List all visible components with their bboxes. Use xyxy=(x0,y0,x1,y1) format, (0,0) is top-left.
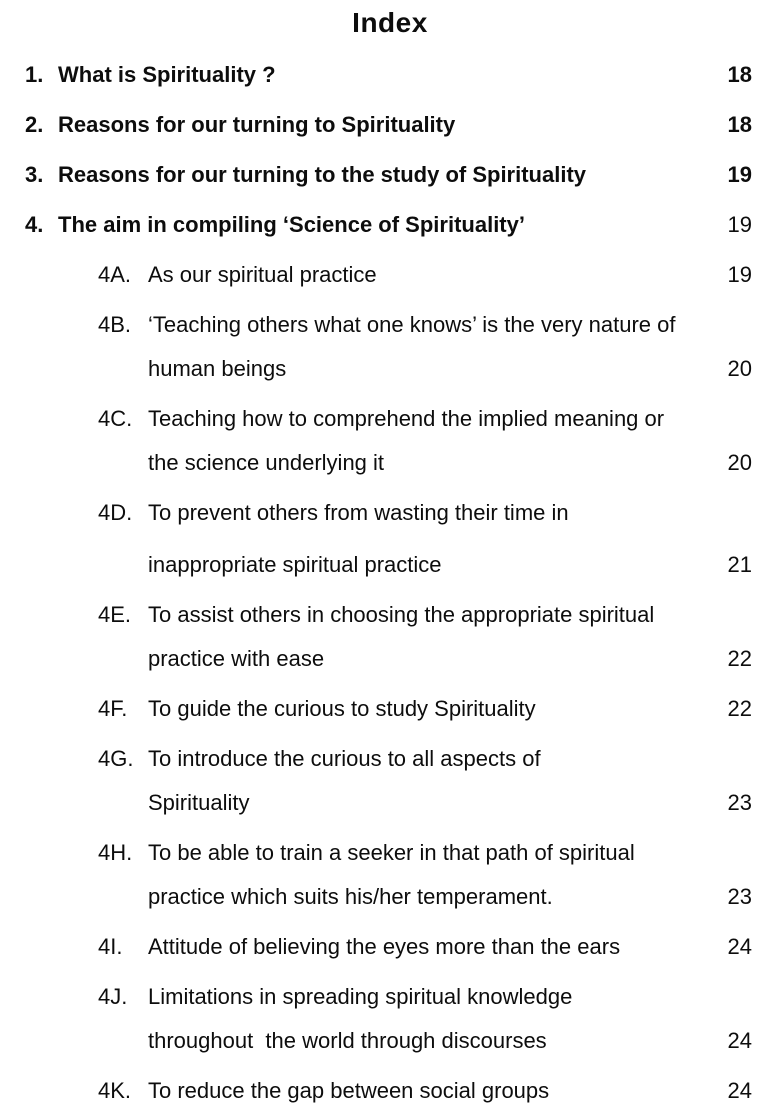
toc-entry-4f xyxy=(0,696,752,722)
entry-line: The aim in compiling ‘Science of Spirituality’ xyxy=(58,212,525,237)
entry-line: As our spiritual practice xyxy=(148,262,377,287)
entry-page-number: 22 xyxy=(727,696,752,721)
entry-page-number: 18 xyxy=(727,112,752,137)
entry-text xyxy=(148,500,702,578)
entry-number: 4A. xyxy=(98,262,132,287)
entry-page-number: 19 xyxy=(727,262,752,287)
toc-entry-4a xyxy=(0,262,752,288)
entry-number: 2. xyxy=(25,112,44,137)
entry-text xyxy=(148,262,702,288)
entry-number: 1. xyxy=(25,62,44,87)
entry-line: Limitations in spreading spiritual knowledge xyxy=(148,984,573,1009)
entry-line: To introduce the curious to all aspects of xyxy=(148,746,541,771)
entry-text xyxy=(58,212,702,238)
entry-text xyxy=(58,162,702,188)
toc-entry-1 xyxy=(0,62,752,88)
entry-line: Attitude of believing the eyes more than the ears xyxy=(148,934,621,959)
entry-number: 4K. xyxy=(98,1078,132,1103)
entry-text xyxy=(58,62,702,88)
entry-number: 4. xyxy=(25,212,44,237)
entry-line: Reasons for our turning to the study of Spirituality xyxy=(58,162,587,187)
entry-text xyxy=(58,112,702,138)
toc-entry-4g xyxy=(0,746,752,816)
entry-line: practice with ease xyxy=(148,646,325,671)
entry-line: Spirituality xyxy=(148,790,250,815)
entry-page-number: 19 xyxy=(727,212,752,237)
entry-page-number: 18 xyxy=(727,62,752,87)
entry-number: 3. xyxy=(25,162,44,187)
entry-line: To assist others in choosing the appropriate spiritual xyxy=(148,602,655,627)
entry-line: practice which suits his/her temperament. xyxy=(148,884,553,909)
entry-line: Teaching how to comprehend the implied meaning or xyxy=(148,406,665,431)
entry-number: 4J. xyxy=(98,984,128,1009)
entry-number: 4B. xyxy=(98,312,132,337)
index-list xyxy=(0,40,780,1104)
toc-entry-4i xyxy=(0,934,752,960)
entry-line: throughout the world through discourses xyxy=(148,1028,547,1053)
entry-line: To be able to train a seeker in that path of spiritual xyxy=(148,840,635,865)
entry-page-number: 19 xyxy=(727,162,752,187)
entry-line: ‘Teaching others what one knows’ is the very nature of xyxy=(148,312,676,337)
toc-entry-4 xyxy=(0,212,752,238)
entry-page-number: 24 xyxy=(727,1078,752,1103)
entry-number: 4F. xyxy=(98,696,128,721)
entry-line: inappropriate spiritual practice xyxy=(148,552,442,577)
entry-text xyxy=(148,840,702,910)
entry-text xyxy=(148,1078,702,1104)
entry-page-number: 20 xyxy=(727,450,752,475)
entry-line: What is Spirituality ? xyxy=(58,62,276,87)
entry-text xyxy=(148,312,702,382)
toc-entry-4k xyxy=(0,1078,752,1104)
toc-entry-2 xyxy=(0,112,752,138)
entry-number: 4I. xyxy=(98,934,123,959)
toc-entry-3 xyxy=(0,162,752,188)
entry-text xyxy=(148,696,702,722)
entry-page-number: 24 xyxy=(727,1028,752,1053)
entry-line: Reasons for our turning to Spirituality xyxy=(58,112,456,137)
entry-page-number: 21 xyxy=(727,552,752,577)
entry-line: human beings xyxy=(148,356,287,381)
entry-text xyxy=(148,746,702,816)
entry-line: the science underlying it xyxy=(148,450,385,475)
toc-entry-4h xyxy=(0,840,752,910)
toc-entry-4d xyxy=(0,500,752,578)
entry-page-number: 23 xyxy=(727,884,752,909)
page-title: Index xyxy=(352,7,428,38)
entry-number: 4H. xyxy=(98,840,133,865)
entry-page-number: 24 xyxy=(727,934,752,959)
toc-entry-4e xyxy=(0,602,752,672)
entry-page-number: 20 xyxy=(727,356,752,381)
entry-text xyxy=(148,406,702,476)
entry-text xyxy=(148,984,702,1054)
entry-page-number: 23 xyxy=(727,790,752,815)
entry-line: To prevent others from wasting their time in xyxy=(148,500,569,525)
entry-number: 4C. xyxy=(98,406,133,431)
entry-text xyxy=(148,602,702,672)
entry-number: 4E. xyxy=(98,602,132,627)
entry-line: To reduce the gap between social groups xyxy=(148,1078,550,1103)
toc-entry-4j xyxy=(0,984,752,1054)
entry-line: To guide the curious to study Spirituality xyxy=(148,696,536,721)
entry-number: 4D. xyxy=(98,500,133,525)
entry-page-number: 22 xyxy=(727,646,752,671)
toc-entry-4c xyxy=(0,406,752,476)
entry-text xyxy=(148,934,702,960)
entry-number: 4G. xyxy=(98,746,134,771)
toc-entry-4b xyxy=(0,312,752,382)
